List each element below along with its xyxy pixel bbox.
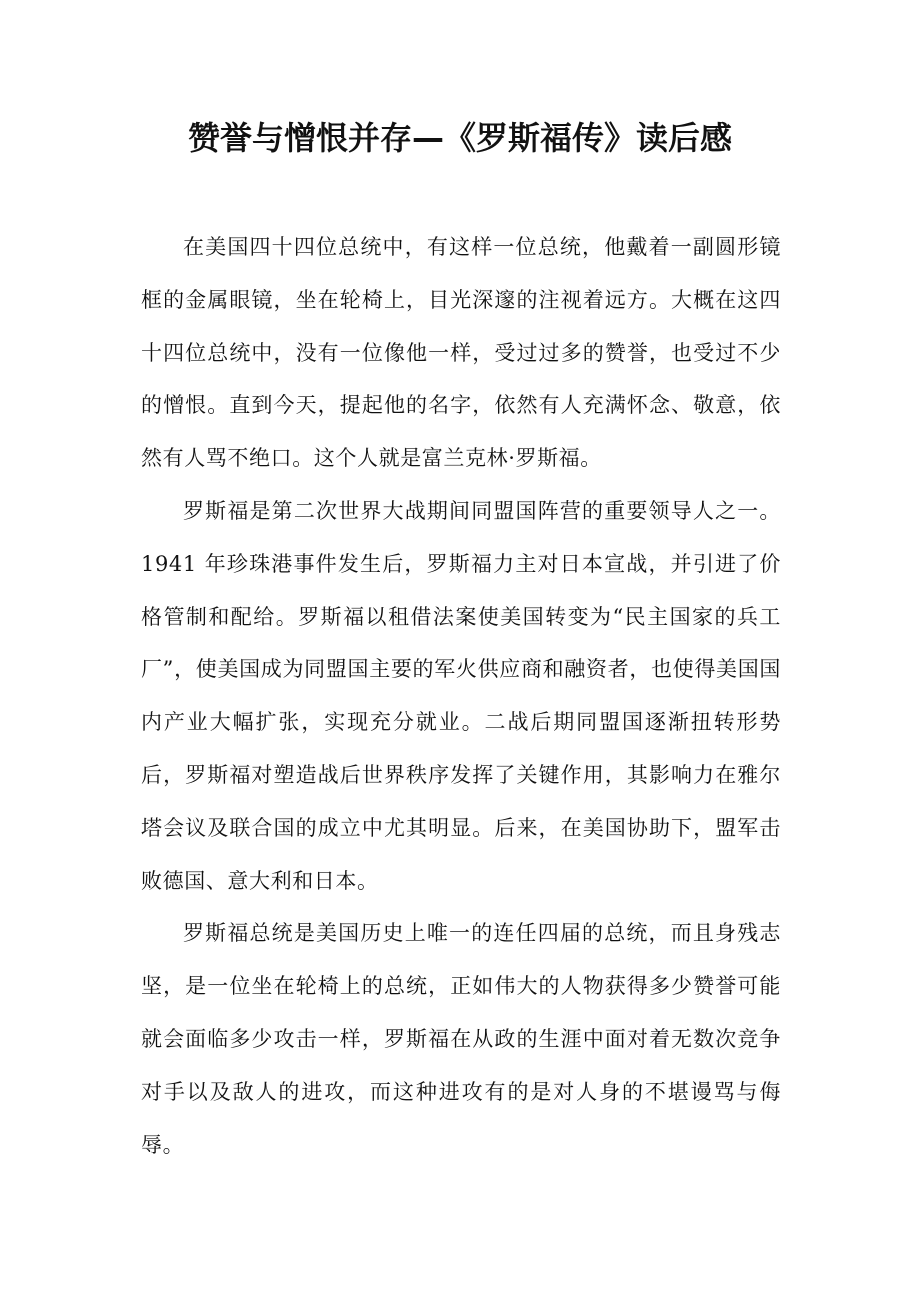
paragraph-3: 罗斯福总统是美国历史上唯一的连任四届的总统，而且身残志坚，是一位坐在轮椅上的总统，正如伟大的人物获得多少赞誉可能就会面临多少攻击一样，罗斯福在从政的生涯中面对着无数次竞争对手以及敌人的进攻，而这种进攻有的是对人身的不堪谩骂与侮辱。 bbox=[141, 921, 781, 1157]
document-body bbox=[141, 221, 781, 1171]
document-title: 赞誉与憎恨并存—《罗斯福传》读后感 bbox=[187, 119, 732, 157]
paragraph-1: 在美国四十四位总统中，有这样一位总统，他戴着一副圆形镜框的金属眼镜，坐在轮椅上，目光深邃的注视着远方。大概在这四十四位总统中，没有一位像他一样，受过过多的赞誉，也受过不少的憎恨。直到今天，提起他的名字，依然有人充满怀念、敬意，依然有人骂不绝口。这个人就是富兰克林·罗斯福。 bbox=[141, 235, 781, 471]
paragraph-2: 罗斯福是第二次世界大战期间同盟国阵营的重要领导人之一。1941 年珍珠港事件发生后，罗斯福力主对日本宣战，并引进了价格管制和配给。罗斯福以租借法案使美国转变为“民主国家的兵工厂”，使美国成为同盟国主要的军火供应商和融资者，也使得美国国内产业大幅扩张，实现充分就业。二战后期同盟国逐渐扭转形势后，罗斯福对塑造战后世界秩序发挥了关键作用，其影响力在雅尔塔会议及联合国的成立中尤其明显。后来，在美国协助下，盟军击败德国、意大利和日本。 bbox=[141, 498, 781, 893]
